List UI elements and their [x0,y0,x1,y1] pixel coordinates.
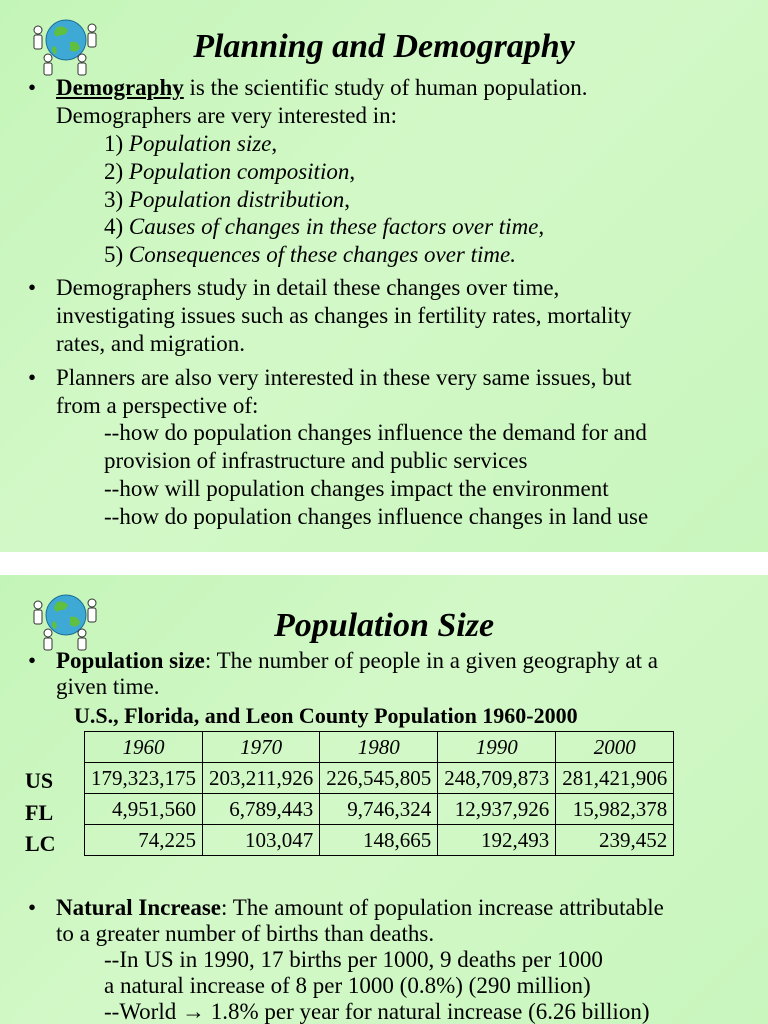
row-label: LC [25,831,56,856]
bullet-line: Demographers are very interested in: [56,103,398,128]
arrow-icon: → [181,999,205,1024]
sub-line: --how do population changes influence the demand for and [104,420,647,445]
table-title: U.S., Florida, and Leon County Population 1960-2000 [74,703,578,728]
year-header: 1990 [438,732,556,763]
sub-line: --how do population changes influence changes in land use [104,504,649,529]
bullet-dot: • [28,648,37,673]
sub-line: a natural increase of 8 per 1000 (0.8%) (290 million) [104,973,591,998]
sub-line: provision of infrastructure and public services [104,448,528,473]
sub-line: --how will population changes impact the environment [104,476,609,501]
table-cell: 9,746,324 [320,794,438,825]
year-header: 2000 [556,732,674,763]
table-cell: 226,545,805 [320,763,438,794]
table-cell: 281,421,906 [556,763,674,794]
bullet-line: Planners are also very interested in these very same issues, but [56,365,632,390]
table-cell: 12,937,926 [438,794,556,825]
bullet-population-size [56,647,658,675]
list-item: 5) Consequences of these changes over time. [104,242,516,267]
slide-title: Planning and Demography [193,28,575,65]
table-header-row [85,732,674,763]
bullet-natural-increase [56,894,664,922]
table-cell: 203,211,926 [203,763,320,794]
list-item: 1) Population size, [104,131,278,156]
row-label: FL [25,800,54,825]
term-natural-increase: Natural Increase [56,895,222,920]
table-row [85,825,674,856]
table-cell: 148,665 [320,825,438,856]
sub-line: --World → 1.8% per year for natural increase (6.26 billion) [104,999,650,1024]
bullet-dot: • [28,365,37,390]
table-cell: 74,225 [85,825,203,856]
table-cell: 6,789,443 [203,794,320,825]
table-row [85,794,674,825]
sub-line: --In US in 1990, 17 births per 1000, 9 deaths per 1000 [104,947,603,972]
term-population-size: Population size [56,648,205,673]
bullet-demography [56,74,588,102]
year-header: 1970 [203,732,320,763]
bullet-line: rates, and migration. [56,331,246,356]
bullet-line: Demographers study in detail these changes over time, [56,275,560,300]
bullet-line: from a perspective of: [56,393,259,418]
year-header: 1980 [320,732,438,763]
table-cell: 239,452 [556,825,674,856]
list-item: 3) Population distribution, [104,187,350,212]
definition-text: is the scientific study of human population. [183,75,588,100]
bullet-line: investigating issues such as changes in fertility rates, mortality [56,303,632,328]
table-cell: 15,982,378 [556,794,674,825]
list-item: 4) Causes of changes in these factors over time, [104,214,545,239]
bullet-line: given time. [56,674,160,699]
year-header: 1960 [85,732,203,763]
table-cell: 103,047 [203,825,320,856]
table-cell: 192,493 [438,825,556,856]
row-label: US [25,768,54,793]
table-cell: 248,709,873 [438,763,556,794]
definition-text: : The amount of population increase attributable [221,895,664,920]
table-row [85,763,674,794]
term-demography: Demography [56,75,184,100]
slide-title: Population Size [273,607,495,644]
list-item: 2) Population composition, [104,159,356,184]
bullet-dot: • [28,895,37,920]
bullet-line: to a greater number of births than deaths. [56,921,435,946]
table-cell: 4,951,560 [85,794,203,825]
definition-text: : The number of people in a given geography at a [204,648,658,673]
slide-population-size [0,575,768,1024]
table-cell: 179,323,175 [85,763,203,794]
bullet-dot: • [28,75,37,100]
population-table [84,731,674,856]
bullet-dot: • [28,275,37,300]
